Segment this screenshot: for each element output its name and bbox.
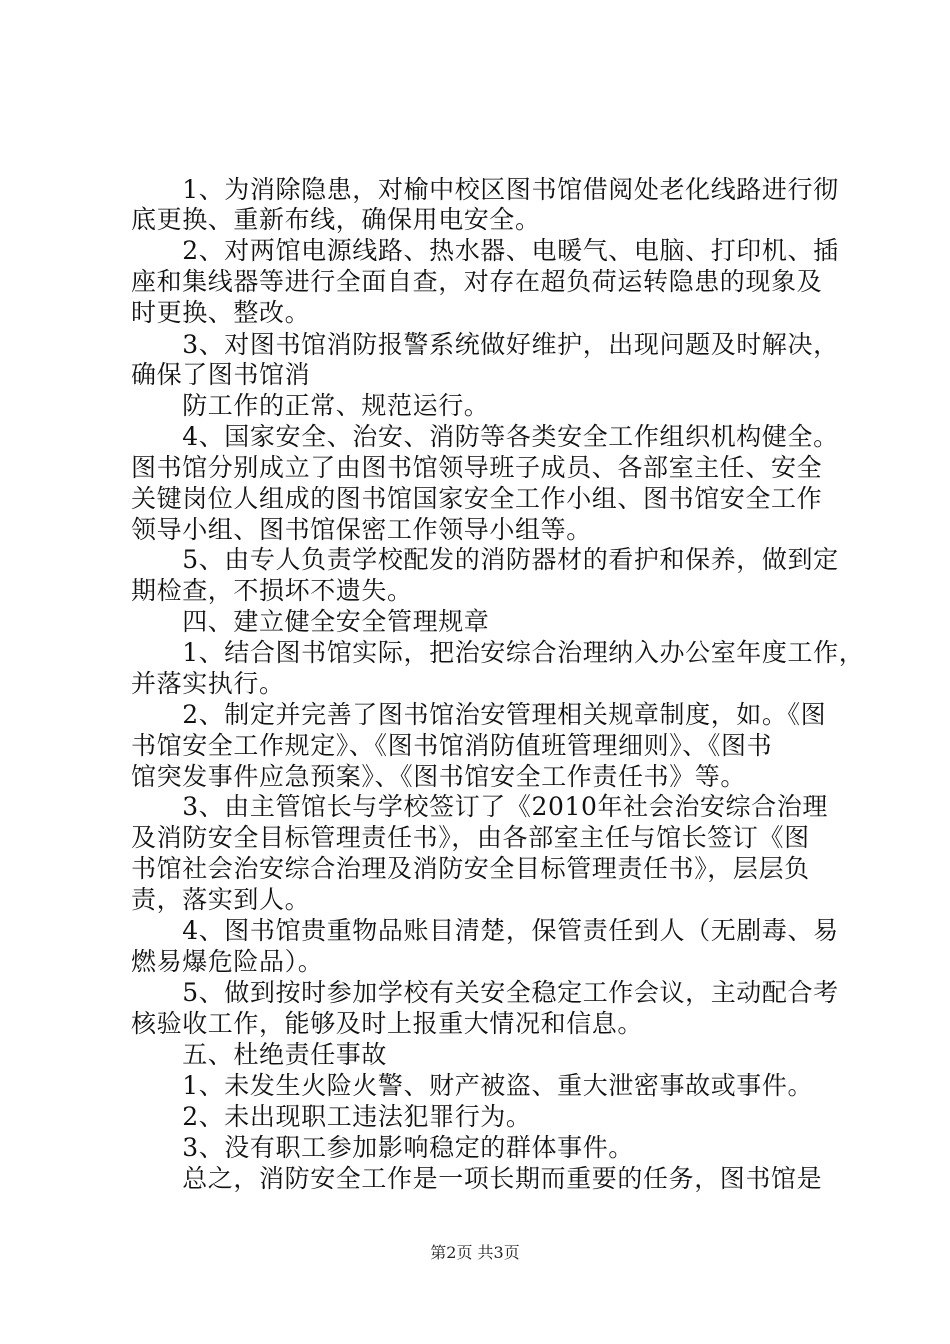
text-line: 确保了图书馆消 (131, 360, 311, 389)
text-line: 3、对图书馆消防报警系统做好维护，出现问题及时解决， (131, 330, 839, 359)
text-line: 书馆安全工作规定》、《图书馆消防值班管理细则》、《图书 (131, 731, 773, 760)
text-line: 5、由专人负责学校配发的消防器材的看护和保养，做到定 (131, 545, 839, 574)
text-line: 1、为消除隐患，对榆中校区图书馆借阅处老化线路进行彻 (131, 175, 839, 204)
text-line: 核验收工作，能够及时上报重大情况和信息。 (131, 1009, 644, 1038)
text-line: 4、国家安全、治安、消防等各类安全工作组织机构健全。 (131, 422, 839, 451)
text-line: 责，落实到人。 (131, 885, 311, 914)
text-line: 2、对两馆电源线路、热水器、电暖气、电脑、打印机、插 (131, 236, 839, 265)
text-line: 领导小组、图书馆保密工作领导小组等。 (131, 515, 592, 544)
text-line: 及消防安全目标管理责任书》，由各部室主任与馆长签订《图 (131, 823, 810, 852)
text-line: 底更换、重新布线，确保用电安全。 (131, 205, 541, 234)
text-line: 图书馆分别成立了由图书馆领导班子成员、各部室主任、安全 (131, 453, 823, 482)
text-line: 总之，消防安全工作是一项长期而重要的任务，图书馆是 (131, 1164, 823, 1193)
text-line: 四、建立健全安全管理规章 (131, 607, 490, 636)
text-line: 时更换、整改。 (131, 298, 311, 327)
text-line: 馆突发事件应急预案》、《图书馆安全工作责任书》等。 (131, 762, 747, 791)
text-line: 座和集线器等进行全面自查，对存在超负荷运转隐患的现象及 (131, 267, 823, 296)
text-line: 书馆社会治安综合治理及消防安全目标管理责任书》，层层负 (131, 854, 810, 883)
text-line: 关键岗位人组成的图书馆国家安全工作小组、图书馆安全工作 (131, 484, 823, 513)
text-line: 燃易爆危险品）。 (131, 947, 324, 976)
text-line: 5、做到按时参加学校有关安全稳定工作会议，主动配合考 (131, 978, 839, 1007)
text-line: 2、未出现职工违法犯罪行为。 (131, 1102, 532, 1131)
text-line: 五、杜绝责任事故 (131, 1040, 388, 1069)
text-line: 3、没有职工参加影响稳定的群体事件。 (131, 1133, 634, 1162)
text-line: 4、图书馆贵重物品账目清楚，保管责任到人（无剧毒、易 (131, 916, 839, 945)
text-line: 3、由主管馆长与学校签订了《2010年社会治安综合治理 (131, 792, 828, 821)
text-line: 防工作的正常、规范运行。 (131, 391, 490, 420)
text-line: 期检查，不损坏不遗失。 (131, 576, 413, 605)
text-line: 1、未发生火险火警、财产被盗、重大泄密事故或事件。 (131, 1071, 814, 1100)
text-line: 并落实执行。 (131, 669, 285, 698)
text-line: 2、制定并完善了图书馆治安管理相关规章制度，如。《图 (131, 700, 827, 729)
text-line: 1、结合图书馆实际，把治安综合治理纳入办公室年度工作， (131, 638, 865, 667)
page-number-footer: 第2页 共3页 (430, 1243, 520, 1262)
